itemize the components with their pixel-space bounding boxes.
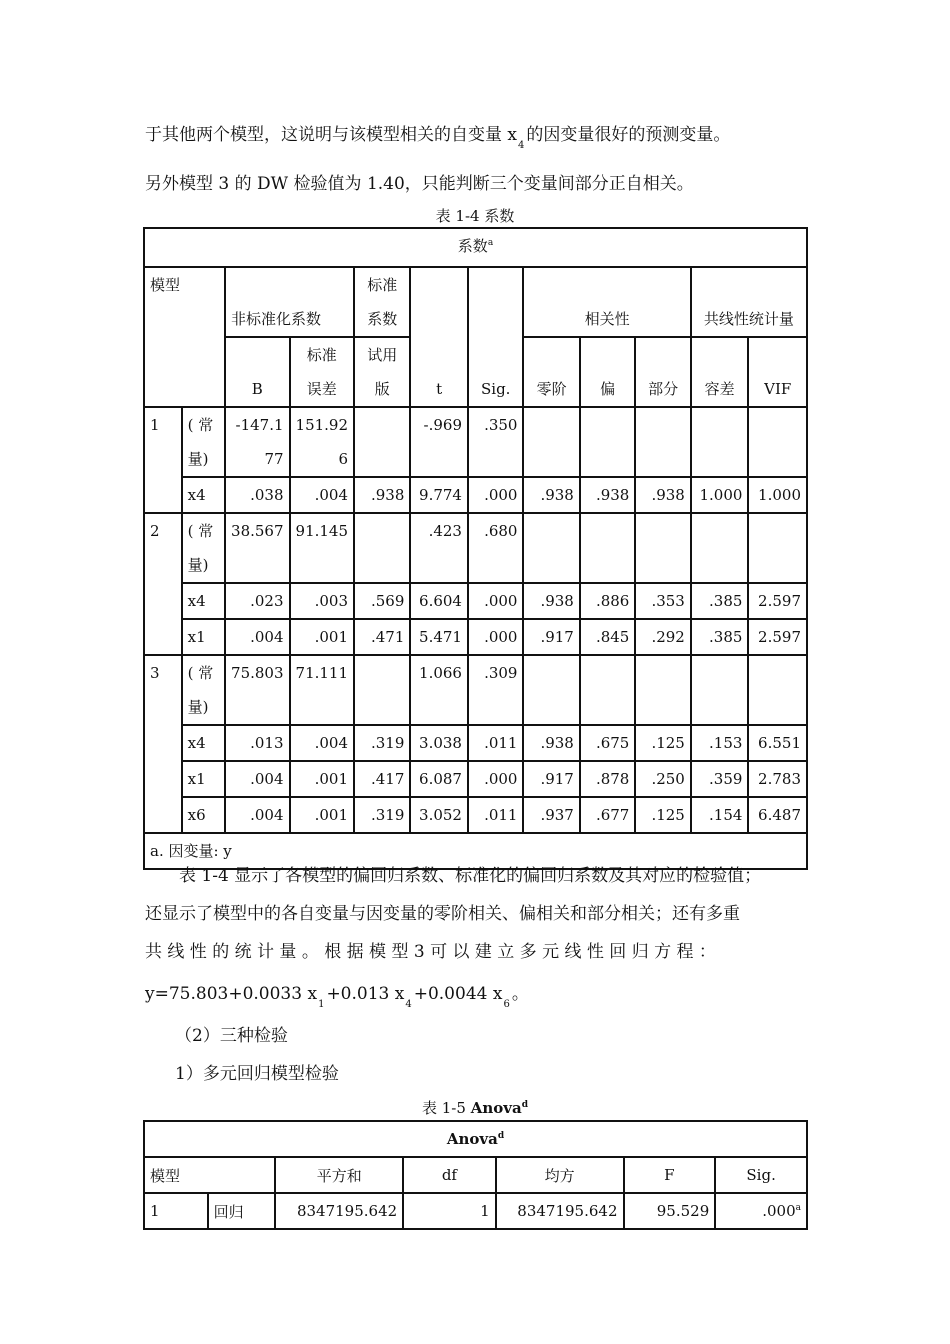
caption-bold: Anova (470, 1099, 522, 1117)
const-label (182, 655, 225, 725)
cell-zero (523, 655, 579, 725)
cell-partial: .675 (580, 725, 636, 761)
cell-vif: 2.597 (748, 583, 807, 619)
intro-text-a: 于其他两个模型，这说明与该模型相关的自变量 x (145, 125, 517, 145)
anova-sig-sup: a (795, 1203, 801, 1213)
cell-b: .004 (225, 761, 290, 797)
header-corr: 相关性 (523, 267, 690, 337)
cell-sig: .011 (468, 797, 524, 833)
cell-b: .004 (225, 619, 290, 655)
header-trial-top: 试用 (367, 346, 398, 364)
header-se-bottom: 误差 (306, 380, 337, 398)
intro-text-b: 的因变量很好的预测变量。 (526, 125, 731, 145)
cell-b: .038 (225, 477, 290, 513)
cell-t: 3.038 (410, 725, 468, 761)
header-std-bottom: 系数 (367, 310, 398, 328)
cell-tol (691, 655, 749, 725)
cell-vif (748, 407, 807, 477)
cell-t: 1.066 (410, 655, 468, 725)
cell-zero: .938 (523, 477, 579, 513)
cell-se (290, 407, 355, 477)
caption-prefix: 表 1-5 (422, 1099, 471, 1117)
cell-tol: .385 (691, 583, 749, 619)
header-model (144, 267, 225, 407)
cell-partial (580, 407, 636, 477)
anova-df: 1 (403, 1193, 495, 1229)
header-unstd: 非标准化系数 (225, 267, 354, 337)
cell-se: 91.145 (290, 513, 355, 583)
cell-partial: .878 (580, 761, 636, 797)
cell-tol (691, 407, 749, 477)
anova-header-row (144, 1157, 807, 1193)
cell-beta (354, 407, 410, 477)
cell-vif: 6.487 (748, 797, 807, 833)
subscript: 4 (405, 999, 412, 1010)
cell-t: -.969 (410, 407, 468, 477)
cell-sig: .000 (468, 761, 524, 797)
table-row (144, 583, 807, 619)
cell-b-top: -147.1 (235, 416, 284, 434)
cell-sig: .350 (468, 407, 524, 477)
table-title (144, 228, 807, 267)
table-row (144, 761, 807, 797)
cell-se-bottom: 6 (338, 450, 349, 468)
header-se-top: 标准 (306, 346, 337, 364)
header-model-text: 模型 (150, 276, 181, 294)
cell-part: .250 (635, 761, 691, 797)
subscript: 6 (503, 999, 510, 1010)
cell-partial: .677 (580, 797, 636, 833)
intro-line-2: 另外模型 3 的 DW 检验值为 1.40，只能判断三个变量间部分正自相关。 (145, 174, 694, 194)
cell-tol (691, 513, 749, 583)
const-label-top: ( 常 (187, 416, 214, 434)
eq-part-c: +0.0044 x (413, 984, 503, 1004)
anova-header-ms: 均方 (496, 1157, 624, 1193)
subscript: 1 (318, 999, 325, 1010)
table-row (144, 477, 807, 513)
cell-part: .938 (635, 477, 691, 513)
cell-zero: .917 (523, 619, 579, 655)
cell-part: .125 (635, 725, 691, 761)
anova-ss: 8347195.642 (275, 1193, 403, 1229)
cell-sig: .309 (468, 655, 524, 725)
cell-b: .023 (225, 583, 290, 619)
cell-b: .004 (225, 797, 290, 833)
table-row (144, 513, 807, 583)
cell-tol: .385 (691, 619, 749, 655)
var-name: x6 (182, 797, 225, 833)
header-std (354, 267, 410, 337)
header-tol: 容差 (691, 337, 749, 407)
anova-model: 1 (144, 1193, 208, 1229)
anova-header-df: df (403, 1157, 495, 1193)
cell-vif: 6.551 (748, 725, 807, 761)
cell-zero: .938 (523, 725, 579, 761)
cell-vif (748, 655, 807, 725)
section-heading: （2）三种检验 (175, 1026, 288, 1046)
table-row (144, 725, 807, 761)
table-row (144, 655, 807, 725)
cell-sig: .680 (468, 513, 524, 583)
anova-title-text: Anova (446, 1130, 498, 1148)
table-row (144, 619, 807, 655)
cell-beta: .569 (354, 583, 410, 619)
cell-beta (354, 513, 410, 583)
cell-vif: 1.000 (748, 477, 807, 513)
cell-zero (523, 407, 579, 477)
cell-zero (523, 513, 579, 583)
cell-se: .001 (290, 761, 355, 797)
anova-title (144, 1121, 807, 1157)
cell-se: .001 (290, 797, 355, 833)
caption-sup: d (521, 1100, 528, 1110)
const-label-bottom: 量) (187, 698, 209, 716)
cell-beta: .319 (354, 797, 410, 833)
model-number: 3 (144, 655, 182, 833)
const-label (182, 513, 225, 583)
var-name: x4 (182, 477, 225, 513)
cell-partial: .938 (580, 477, 636, 513)
cell-b: .013 (225, 725, 290, 761)
cell-b-bottom: 77 (264, 450, 284, 468)
cell-se: 71.111 (290, 655, 355, 725)
table-row (144, 797, 807, 833)
cell-part: .125 (635, 797, 691, 833)
cell-tol: .359 (691, 761, 749, 797)
subsection-heading: 1）多元回归模型检验 (175, 1064, 339, 1084)
anova-header-ss: 平方和 (275, 1157, 403, 1193)
cell-tol: .153 (691, 725, 749, 761)
cell-part (635, 513, 691, 583)
header-vif: VIF (748, 337, 807, 407)
anova-header-sig: Sig. (715, 1157, 807, 1193)
anova-header-f: F (624, 1157, 716, 1193)
eq-part-a: y=75.803+0.0033 x (145, 984, 318, 1004)
table-row (144, 1193, 807, 1229)
cell-t: 6.604 (410, 583, 468, 619)
table-title-row (144, 228, 807, 267)
regression-equation (145, 983, 810, 1008)
var-name: x1 (182, 619, 225, 655)
const-label-top: ( 常 (187, 664, 214, 682)
cell-vif: 2.783 (748, 761, 807, 797)
subscript: 4 (518, 140, 525, 151)
cell-t: .423 (410, 513, 468, 583)
cell-t: 3.052 (410, 797, 468, 833)
cell-partial: .886 (580, 583, 636, 619)
cell-tol: .154 (691, 797, 749, 833)
header-trial (354, 337, 410, 407)
var-name: x1 (182, 761, 225, 797)
body-line-1: 表 1-4 显示了各模型的偏回归系数、标准化的偏回归系数及其对应的检验值； (179, 866, 762, 886)
cell-part (635, 407, 691, 477)
cell-zero: .917 (523, 761, 579, 797)
header-zero: 零阶 (523, 337, 579, 407)
cell-part: .292 (635, 619, 691, 655)
anova-header-model: 模型 (144, 1157, 275, 1193)
cell-sig: .000 (468, 477, 524, 513)
cell-beta: .417 (354, 761, 410, 797)
header-b: B (225, 337, 290, 407)
header-collin: 共线性统计量 (691, 267, 807, 337)
cell-part: .353 (635, 583, 691, 619)
cell-beta (354, 655, 410, 725)
model-number: 1 (144, 407, 182, 513)
header-std-top: 标准 (367, 276, 398, 294)
cell-tol: 1.000 (691, 477, 749, 513)
anova-ms: 8347195.642 (496, 1193, 624, 1229)
cell-se: .003 (290, 583, 355, 619)
const-label-bottom: 量) (187, 556, 209, 574)
body-line-2: 还显示了模型中的各自变量与因变量的零阶相关、偏相关和部分相关；还有多重 (145, 904, 740, 924)
anova-title-row (144, 1121, 807, 1157)
anova-sig-text: .000 (762, 1202, 796, 1220)
cell-sig: .011 (468, 725, 524, 761)
cell-vif (748, 513, 807, 583)
body-line-3: 共 线 性 的 统 计 量 。 根 据 模 型 3 可 以 建 立 多 元 线 性 回 归 方 程 ： (145, 942, 716, 962)
cell-se: .004 (290, 725, 355, 761)
cell-zero: .938 (523, 583, 579, 619)
cell-b (225, 407, 290, 477)
cell-partial (580, 513, 636, 583)
cell-b: 75.803 (225, 655, 290, 725)
cell-part (635, 655, 691, 725)
header-part: 部分 (635, 337, 691, 407)
table-1-4-caption: 表 1-4 系数 (435, 207, 515, 225)
anova-sig (715, 1193, 807, 1229)
const-label-bottom: 量) (187, 450, 209, 468)
var-name: x4 (182, 725, 225, 761)
header-t: t (410, 267, 468, 407)
anova-table (143, 1120, 808, 1230)
eq-end: 。 (511, 984, 529, 1004)
cell-t: 6.087 (410, 761, 468, 797)
eq-part-b: +0.013 x (326, 984, 405, 1004)
cell-se: .004 (290, 477, 355, 513)
anova-f: 95.529 (624, 1193, 716, 1229)
cell-partial: .845 (580, 619, 636, 655)
coefficients-table (143, 227, 808, 870)
const-label-top: ( 常 (187, 522, 214, 540)
cell-beta: .471 (354, 619, 410, 655)
const-label (182, 407, 225, 477)
model-number: 2 (144, 513, 182, 655)
table-footnote-row (144, 833, 807, 869)
header-sig: Sig. (468, 267, 524, 407)
table-1-5-caption (0, 1097, 950, 1118)
header-partial: 偏 (580, 337, 636, 407)
anova-type: 回归 (208, 1193, 276, 1229)
cell-sig: .000 (468, 619, 524, 655)
cell-beta: .319 (354, 725, 410, 761)
cell-sig: .000 (468, 583, 524, 619)
cell-vif: 2.597 (748, 619, 807, 655)
cell-b: 38.567 (225, 513, 290, 583)
cell-t: 9.774 (410, 477, 468, 513)
table-title-text: 系数 (457, 237, 488, 255)
var-name: x4 (182, 583, 225, 619)
table-title-sup: a (487, 238, 494, 248)
header-se (290, 337, 355, 407)
cell-se: .001 (290, 619, 355, 655)
cell-se-top: 151.92 (295, 416, 349, 434)
table-footnote: a. 因变量: y (144, 833, 807, 869)
cell-partial (580, 655, 636, 725)
cell-zero: .937 (523, 797, 579, 833)
table-row (144, 407, 807, 477)
cell-beta: .938 (354, 477, 410, 513)
header-trial-bottom: 版 (374, 380, 390, 398)
cell-t: 5.471 (410, 619, 468, 655)
header-row-1 (144, 267, 807, 337)
intro-line-1 (145, 124, 810, 149)
anova-title-sup: d (497, 1131, 505, 1141)
